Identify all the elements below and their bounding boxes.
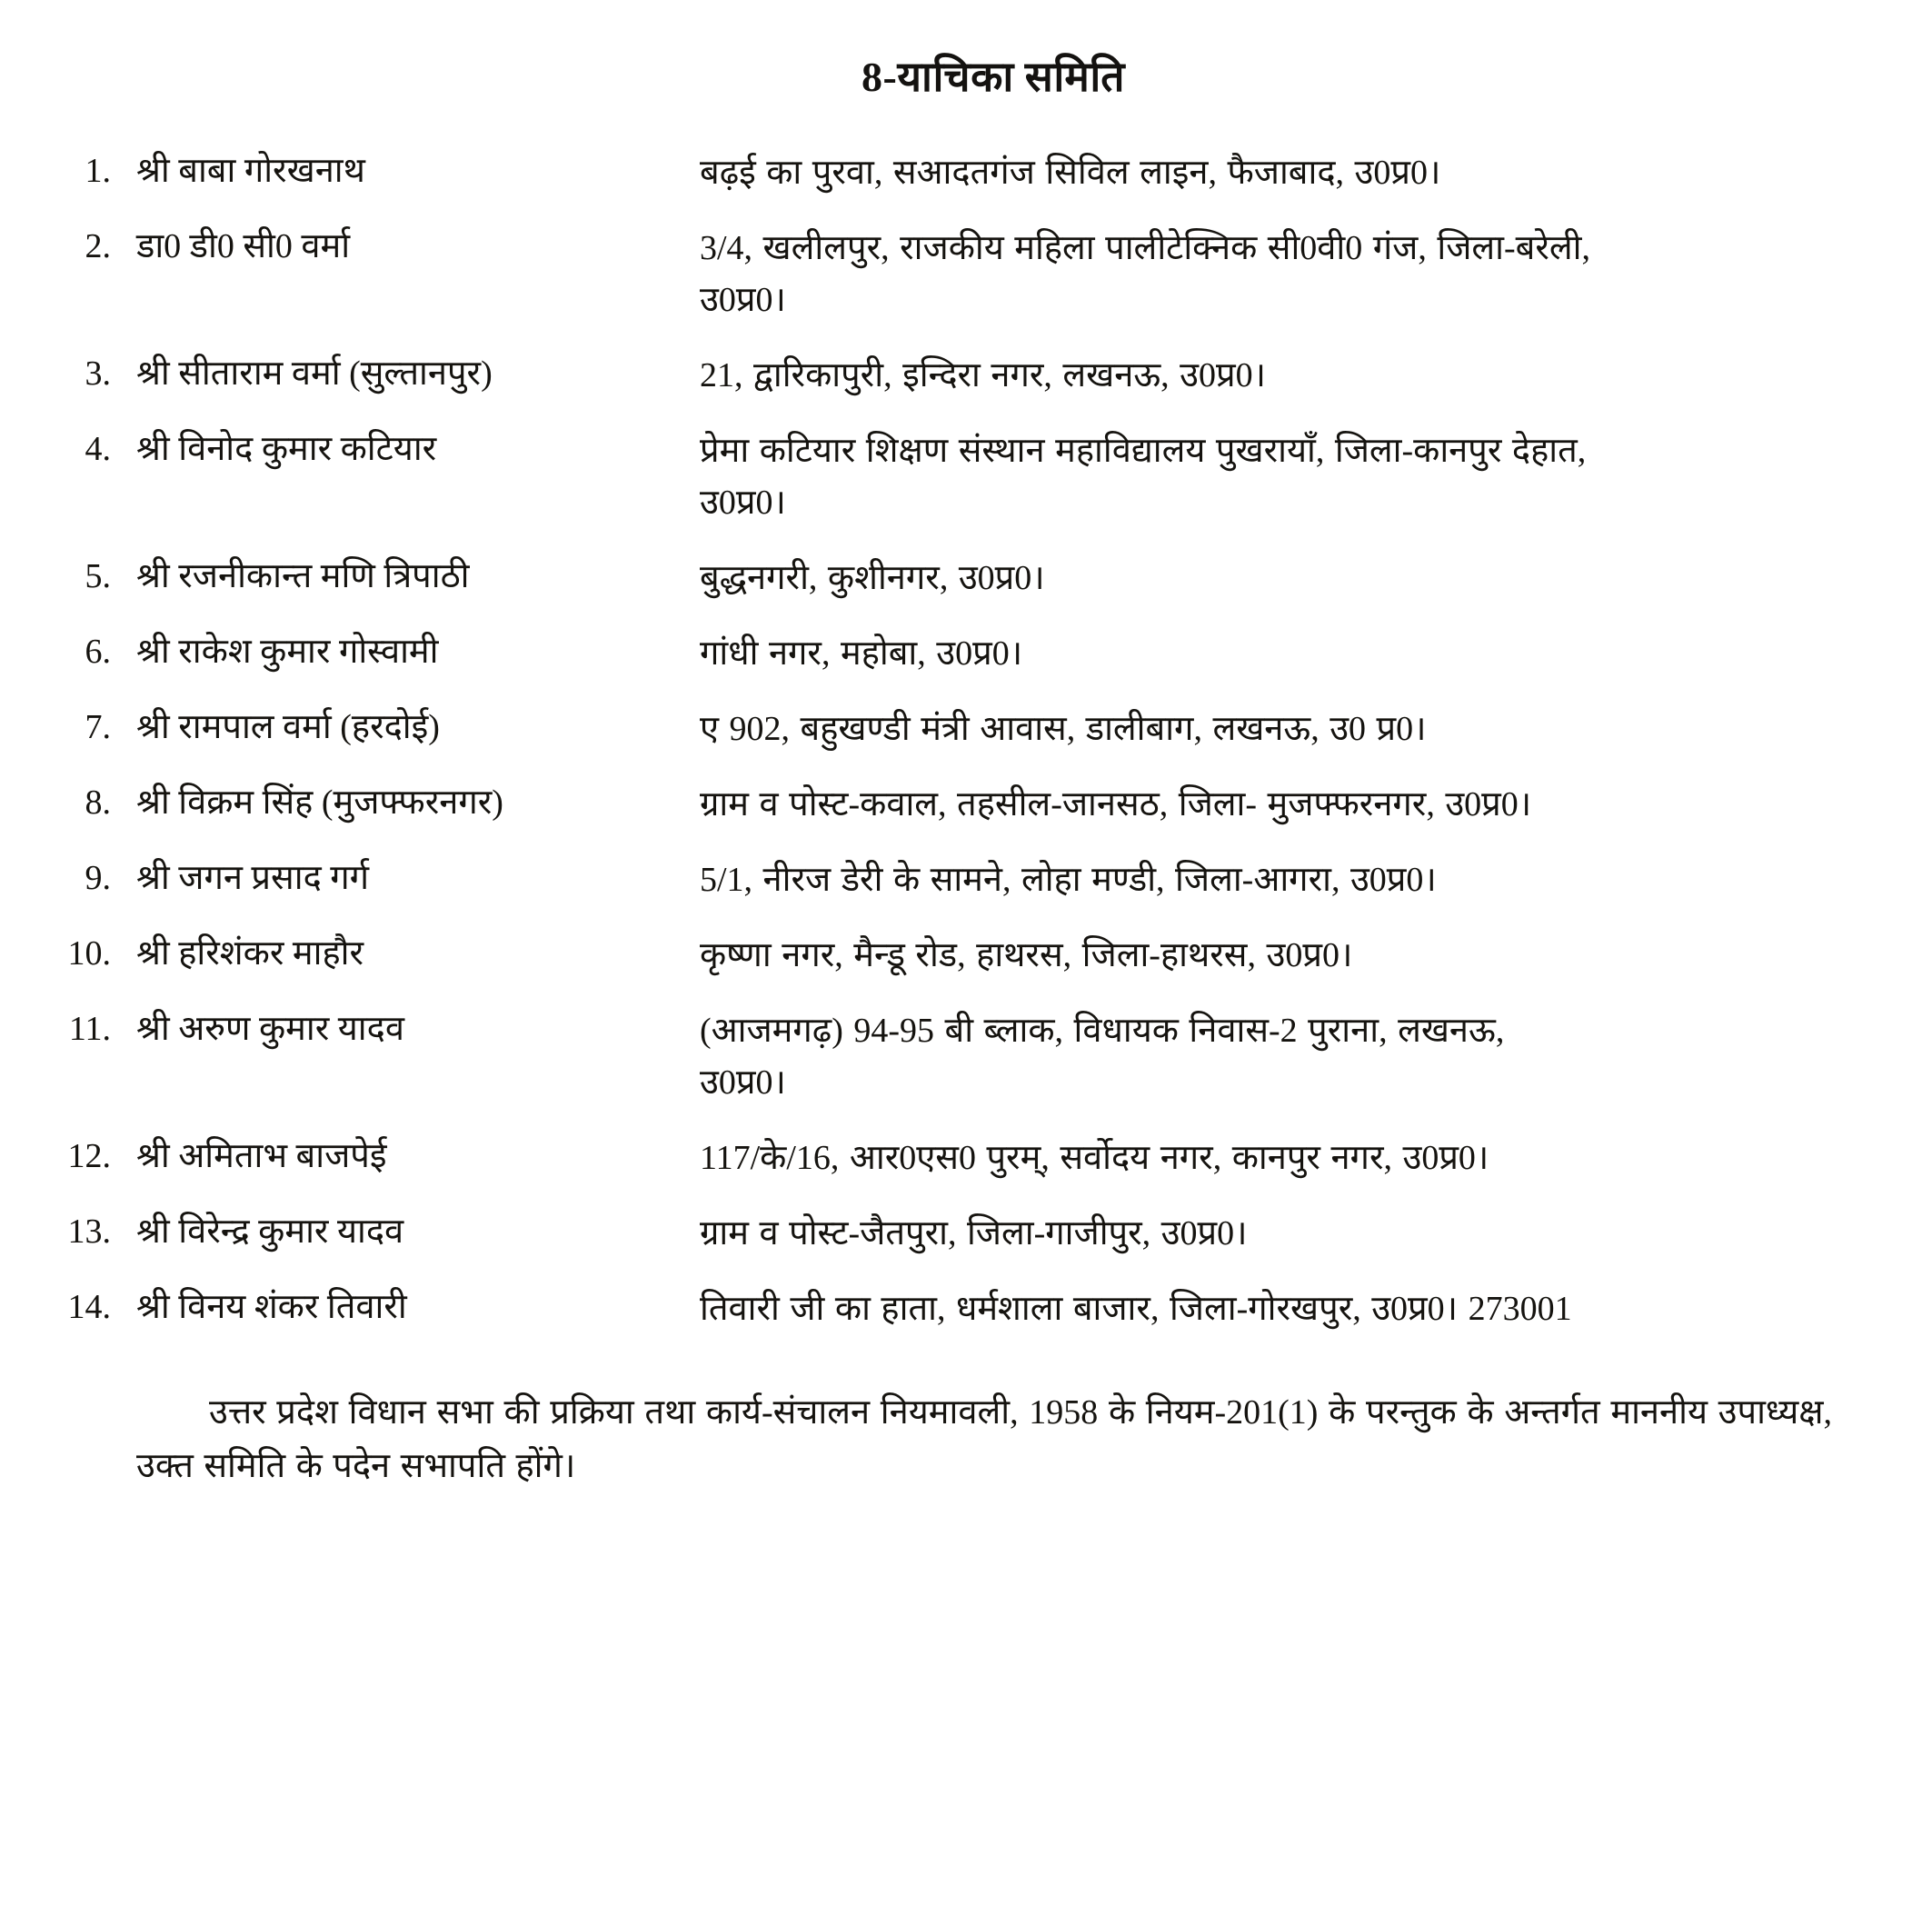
- member-name: डा0 डी0 सी0 वर्मा: [136, 227, 351, 265]
- member-address: ग्राम व पोस्ट-कवाल, तहसील-जानसठ, जिला- मुजफ्फरनगर, उ0प्र0।: [700, 785, 1532, 823]
- member-name: श्री बाबा गोरखनाथ: [136, 152, 365, 190]
- member-name: श्री सीताराम वर्मा (सुल्तानपुर): [136, 354, 493, 393]
- member-name: श्री जगन प्रसाद गर्ग: [136, 859, 370, 897]
- committee-member-list: [0, 147, 1932, 1335]
- member-number: 7.: [85, 708, 111, 746]
- list-item: [0, 147, 1932, 199]
- member-number: 5.: [85, 557, 111, 595]
- list-item: [0, 350, 1932, 402]
- member-address: 3/4, खलीलपुर, राजकीय महिला पालीटेक्निक सी0वी0 गंज, जिला-बरेली, उ0प्र0।: [700, 229, 1590, 319]
- list-item: [0, 628, 1932, 680]
- member-address: कृष्णा नगर, मैन्डू रोड, हाथरस, जिला-हाथरस, उ0प्र0।: [700, 936, 1353, 974]
- list-item: [0, 779, 1932, 831]
- footnote-text: उत्तर प्रदेश विधान सभा की प्रक्रिया तथा कार्य-संचालन नियमावली, 1958 के नियम-201(1) के परन्तुक के अन्तर्गत माननीय उपाध्यक्ष, उक्त समिति के पदेन सभापति होंगे।: [136, 1393, 1832, 1485]
- member-address: 5/1, नीरज डेरी के सामने, लोहा मण्डी, जिला-आगरा, उ0प्र0।: [700, 861, 1437, 899]
- member-name: श्री विनय शंकर तिवारी: [136, 1288, 407, 1326]
- member-number: 2.: [85, 227, 111, 265]
- member-name: श्री हरिशंकर माहौर: [136, 934, 364, 973]
- member-number: 8.: [85, 783, 111, 822]
- member-address: (आजमगढ़) 94-95 बी ब्लाक, विधायक निवास-2 पुराना, लखनऊ, उ0प्र0।: [700, 1012, 1505, 1102]
- page-title: 8-याचिका समिति: [861, 54, 1125, 100]
- member-name: श्री राकेश कुमार गोस्वामी: [136, 633, 439, 671]
- member-address: तिवारी जी का हाता, धर्मशाला बाजार, जिला-गोरखपुर, उ0प्र0। 273001: [700, 1290, 1572, 1328]
- list-item: [0, 223, 1932, 326]
- document-page: [0, 47, 1932, 1916]
- list-item: [0, 425, 1932, 529]
- member-name: श्री अरुण कुमार यादव: [136, 1010, 404, 1048]
- member-name: श्री रामपाल वर्मा (हरदोई): [136, 708, 440, 746]
- member-name: श्री विरेन्द्र कुमार यादव: [136, 1212, 404, 1251]
- member-number: 4.: [85, 430, 111, 468]
- list-item: [0, 1283, 1932, 1335]
- member-address: 21, द्वारिकापुरी, इन्दिरा नगर, लखनऊ, उ0प्र0।: [700, 356, 1267, 394]
- member-number: 14.: [67, 1288, 111, 1326]
- list-item: [0, 704, 1932, 755]
- list-item: [0, 553, 1932, 604]
- member-name: श्री विनोद कुमार कटियार: [136, 430, 437, 468]
- member-address: 117/के/16, आर0एस0 पुरम्, सर्वोदय नगर, कानपुर नगर, उ0प्र0।: [700, 1139, 1489, 1177]
- list-item: [0, 854, 1932, 906]
- member-number: 1.: [85, 152, 111, 190]
- member-number: 10.: [67, 934, 111, 973]
- member-name: श्री रजनीकान्त मणि त्रिपाठी: [136, 557, 470, 595]
- member-address: ग्राम व पोस्ट-जैतपुरा, जिला-गाजीपुर, उ0प्र0।: [700, 1214, 1248, 1252]
- member-address: बढ़ई का पुरवा, सआदतगंज सिविल लाइन, फैजाबाद, उ0प्र0।: [700, 154, 1441, 192]
- list-item: [0, 1133, 1932, 1184]
- list-item: [0, 1208, 1932, 1260]
- member-address: बुद्धनगरी, कुशीनगर, उ0प्र0।: [700, 559, 1045, 597]
- member-address: गांधी नगर, महोबा, उ0प्र0।: [700, 634, 1023, 673]
- list-item: [0, 930, 1932, 982]
- member-name: श्री विक्रम सिंह (मुजफ्फरनगर): [136, 783, 503, 822]
- member-address: ए 902, बहुखण्डी मंत्री आवास, डालीबाग, लखनऊ, उ0 प्र0।: [700, 710, 1427, 748]
- list-item: [0, 1005, 1932, 1109]
- member-number: 11.: [68, 1010, 111, 1048]
- member-address: प्रेमा कटियार शिक्षण संस्थान महाविद्यालय पुखरायाँ, जिला-कानपुर देहात, उ0प्र0।: [700, 432, 1587, 522]
- member-number: 12.: [67, 1137, 111, 1175]
- member-number: 3.: [85, 354, 111, 393]
- member-name: श्री अमिताभ बाजपेई: [136, 1137, 387, 1175]
- member-number: 9.: [85, 859, 111, 897]
- member-number: 6.: [85, 633, 111, 671]
- member-number: 13.: [67, 1212, 111, 1251]
